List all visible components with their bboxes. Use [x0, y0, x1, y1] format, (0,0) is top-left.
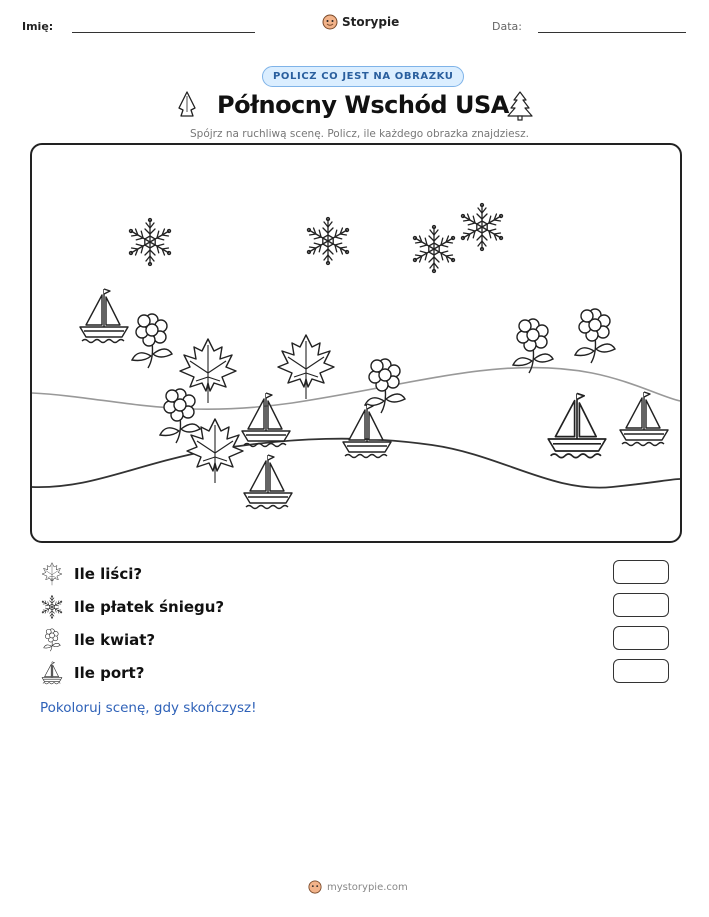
brand-name: Storypie — [342, 15, 400, 29]
sailboat-1 — [80, 289, 128, 343]
flower-icon — [40, 628, 64, 652]
storypie-mascot-icon — [322, 14, 338, 30]
date-label: Data: — [492, 20, 522, 33]
answer-box-flowers[interactable] — [613, 626, 669, 650]
activity-badge: POLICZ CO JEST NA OBRAZKU — [262, 66, 464, 87]
snowflake-3 — [411, 226, 457, 273]
scene-illustration — [32, 145, 680, 541]
sailboat-3 — [343, 404, 391, 458]
flower-2 — [160, 389, 200, 443]
flower-5 — [575, 309, 615, 363]
answer-box-leaves[interactable] — [613, 560, 669, 584]
flower-1 — [132, 314, 172, 368]
answer-box-snowflakes[interactable] — [613, 593, 669, 617]
question-flowers — [40, 628, 155, 652]
question-leaves — [40, 562, 142, 586]
snowflake-icon — [40, 595, 64, 619]
pine-tree-icon — [506, 90, 534, 122]
page-title: Północny Wschód USA — [217, 91, 509, 119]
sailboat-5 — [548, 393, 606, 457]
counting-scene — [30, 143, 682, 543]
question-text: Ile płatek śniegu? — [74, 598, 225, 616]
leaf-2 — [278, 335, 334, 399]
sailboat-6 — [620, 392, 668, 446]
sailboat-2 — [242, 393, 290, 447]
question-text: Ile liści? — [74, 565, 143, 583]
instructions: Spójrz na ruchliwą scenę. Policz, ile każdego obrazka znajdziesz. — [190, 128, 529, 140]
answer-box-boats[interactable] — [613, 659, 669, 683]
question-text: Ile port? — [74, 664, 145, 682]
question-text: Ile kwiat? — [74, 631, 156, 649]
name-label: Imię: — [22, 20, 54, 33]
name-line[interactable] — [72, 32, 255, 33]
leaf-icon — [40, 562, 64, 586]
sailboat-icon — [40, 661, 64, 685]
footer — [308, 880, 408, 894]
storypie-mascot-icon — [308, 880, 322, 894]
coloring-instruction: Pokoloruj scenę, gdy skończysz! — [40, 700, 257, 716]
question-snowflakes — [40, 595, 224, 619]
footer-url[interactable]: mystorypie.com — [327, 881, 408, 893]
question-boats — [40, 661, 144, 685]
snowflake-4 — [459, 204, 505, 251]
hill-line-back — [32, 367, 680, 409]
snowflake-1 — [127, 219, 173, 266]
leaf-1 — [180, 339, 236, 403]
brand-logo — [322, 14, 399, 30]
flower-4 — [513, 319, 553, 373]
sailboat-4 — [244, 455, 292, 509]
arrowhead-icon — [175, 90, 199, 120]
date-line[interactable] — [538, 32, 686, 33]
snowflake-2 — [305, 218, 351, 265]
